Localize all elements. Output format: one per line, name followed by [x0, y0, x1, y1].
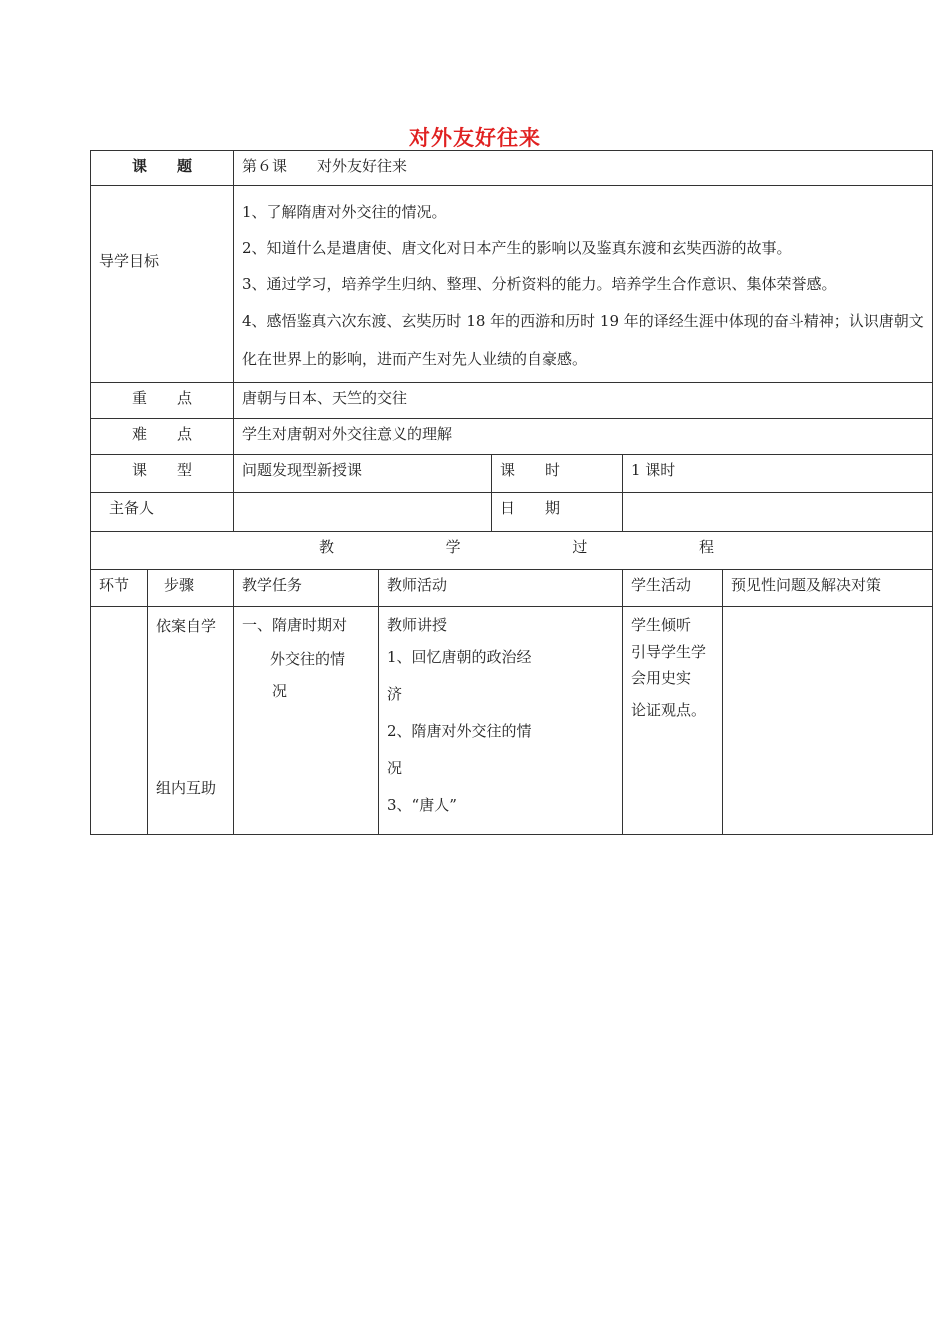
preparer-label: 主备人	[91, 493, 234, 532]
key-value: 唐朝与日本、天竺的交往	[234, 383, 933, 419]
date-label: 日 期	[492, 493, 623, 532]
teacher-line: 况	[387, 759, 403, 777]
goal-item: 2、知道什么是遣唐使、唐文化对日本产生的影响以及鉴真东渡和玄奘西游的故事。	[242, 239, 792, 257]
process-notes-cell	[723, 607, 933, 835]
teacher-line: 2、隋唐对外交往的情	[387, 722, 532, 740]
process-stage-cell	[91, 607, 148, 835]
process-header-char: 教	[319, 538, 335, 556]
process-student-cell	[623, 607, 723, 835]
student-line: 引导学生学会用史实	[631, 643, 707, 687]
step-item: 组内互助	[156, 779, 217, 797]
date-value	[623, 493, 933, 532]
document-title: 对外友好往来	[409, 126, 541, 150]
type-label: 课 型	[91, 455, 234, 493]
column-header-notes: 预见性问题及解决对策	[723, 570, 933, 607]
difficult-value: 学生对唐朝对外交往意义的理解	[234, 419, 933, 455]
column-header-stage: 环节	[91, 570, 148, 607]
goal-item: 3、通过学习，培养学生归纳、整理、分析资料的能力。培养学生合作意识、集体荣誉感。	[242, 275, 837, 293]
column-header-student: 学生活动	[623, 570, 723, 607]
preparer-value	[234, 493, 492, 532]
process-task-cell	[234, 607, 379, 835]
process-header-char: 过	[572, 538, 588, 556]
teacher-line: 教师讲授	[387, 616, 448, 634]
process-header-char: 程	[699, 538, 715, 556]
process-header	[91, 532, 933, 570]
type-value: 问题发现型新授课	[234, 455, 492, 493]
student-line: 学生倾听	[631, 616, 692, 634]
task-line: 况	[272, 682, 288, 700]
column-header-step: 步骤	[148, 570, 234, 607]
teacher-line: 3、“唐人”	[387, 796, 457, 814]
step-item: 依案自学	[156, 617, 217, 635]
process-header-char: 学	[445, 538, 461, 556]
goal-label: 导学目标	[91, 186, 234, 383]
column-header-teacher: 教师活动	[379, 570, 623, 607]
process-teacher-cell	[379, 607, 623, 835]
course-label: 课 题	[91, 151, 234, 186]
goal-item: 1、了解隋唐对外交往的情况。	[242, 203, 447, 221]
student-line: 论证观点。	[631, 701, 707, 719]
process-steps-cell	[148, 607, 234, 835]
teacher-line: 济	[387, 685, 403, 703]
lesson-plan-table	[90, 150, 933, 835]
hours-label: 课 时	[492, 455, 623, 493]
goal-list	[234, 186, 933, 383]
course-value: 第６课 对外友好往来	[234, 151, 933, 186]
teacher-line: 1、回忆唐朝的政治经	[387, 648, 532, 666]
difficult-label: 难 点	[91, 419, 234, 455]
task-line: 外交往的情	[270, 650, 346, 668]
goal-item: 4、感悟鉴真六次东渡、玄奘历时 18 年的西游和历时 19 年的译经生涯中体现的奋斗精神；认识唐朝文化在世界上的影响，进而产生对先人业绩的自豪感。	[242, 312, 924, 368]
hours-value: 1 课时	[623, 455, 933, 493]
task-line: 一、隋唐时期对	[242, 616, 348, 634]
key-label: 重 点	[91, 383, 234, 419]
column-header-task: 教学任务	[234, 570, 379, 607]
